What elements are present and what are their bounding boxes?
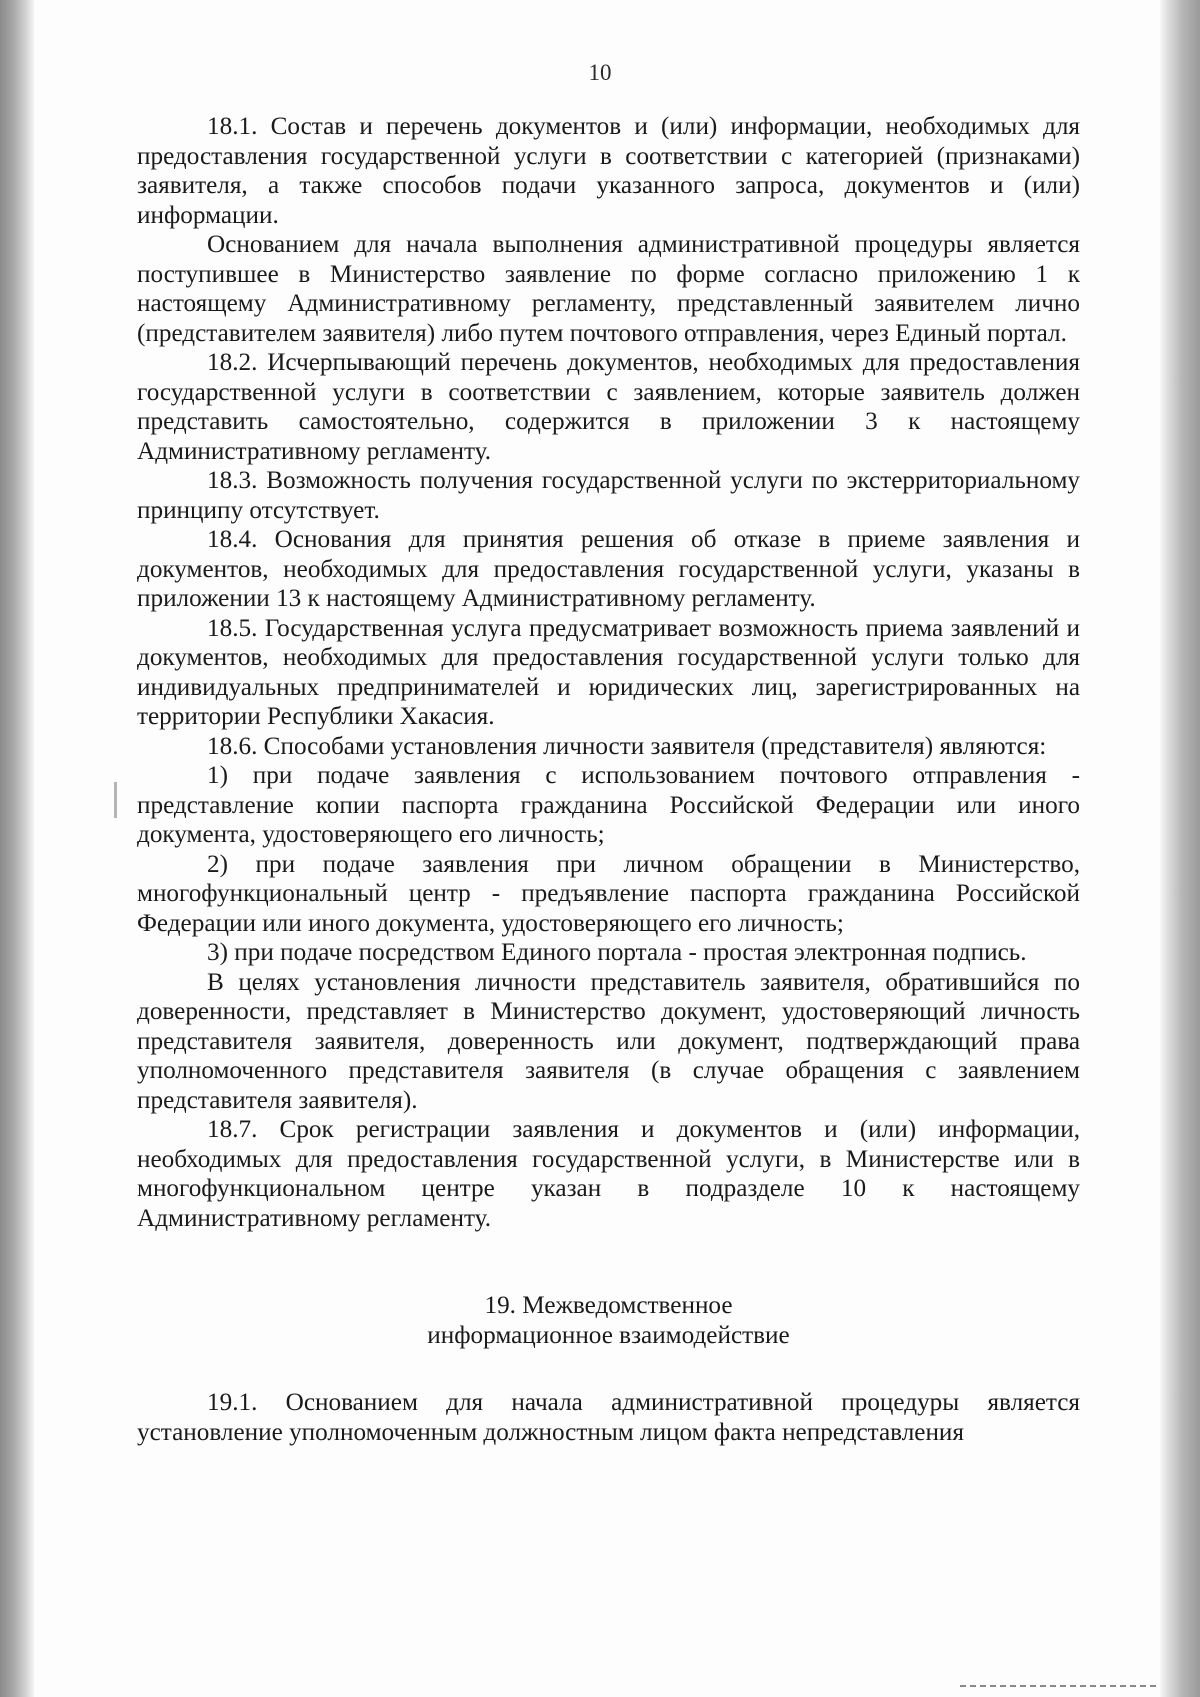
page-number: 10 xyxy=(588,60,612,85)
paragraph-basis: Основанием для начала выполнения административной процедуры является поступившее в Министерство заявление по форме согласно приложению 1 к настоящему Административному регламенту, представленный заявителем лично (представителем заявителя) либо путем почтового отправления, через Единый портал. xyxy=(137,231,1080,347)
document-body xyxy=(137,112,1080,1447)
scanner-shadow-left xyxy=(0,0,34,1697)
section-heading-line-1: 19. Межведомственное xyxy=(484,1292,733,1319)
section-heading-19 xyxy=(137,1291,1080,1350)
paragraph-18-4: 18.4. Основания для принятия решения об отказе в приеме заявления и документов, необходимых для предоставления государственной услуги, указаны в приложении 13 к настоящему Административному регламенту. xyxy=(137,526,1080,612)
paragraph-representative: В целях установления личности представитель заявителя, обратившийся по доверенности, представляет в Министерство документ, удостоверяющий личность представителя заявителя, доверенность или документ, подтверждающий права уполномоченного представителя заявителя (в случае обращения с заявлением представителя заявителя). xyxy=(137,968,1080,1114)
paragraph-18-1: 18.1. Состав и перечень документов и (или) информации, необходимых для предоставления государственной услуги в соответствии с категорией (признаками) заявителя, а также способов подачи указанного запроса, документов и (или) информации. xyxy=(137,113,1080,229)
list-item-3: 3) при подаче посредством Единого портала - простая электронная подпись. xyxy=(207,939,1027,966)
paragraph-19-1: 19.1. Основанием для начала административной процедуры является установление уполномоченным должностным лицом факта непредставления xyxy=(137,1389,1080,1446)
paragraph-18-5: 18.5. Государственная услуга предусматривает возможность приема заявлений и документов, необходимых для предоставления государственной услуги только для индивидуальных предпринимателей и юридических лиц, зарегистрированных на территории Республики Хакасия. xyxy=(137,614,1080,730)
scan-bottom-mark xyxy=(960,1685,1160,1687)
list-item-2: 2) при подаче заявления при личном обращении в Министерство, многофункциональный центр - предъявление паспорта гражданина Российской Федерации или иного документа, удостоверяющего его личность; xyxy=(137,850,1080,937)
paragraph-18-6: 18.6. Способами установления личности заявителя (представителя) являются: xyxy=(207,732,1047,760)
paragraph-18-2: 18.2. Исчерпывающий перечень документов, необходимых для предоставления государственной услуги в соответствии с заявлением, которые заявитель должен представить самостоятельно, содержится в приложении 3 к настоящему Административному регламенту. xyxy=(137,349,1080,465)
scan-margin-mark xyxy=(114,782,117,818)
scanner-shadow-right xyxy=(1160,0,1200,1697)
paragraph-18-3: 18.3. Возможность получения государственной услуги по экстерриториальному принципу отсутствует. xyxy=(137,467,1080,524)
list-item-1: 1) при подаче заявления с использованием почтового отправления - представление копии паспорта гражданина Российской Федерации или иного документа, удостоверяющего его личность; xyxy=(137,762,1080,848)
section-heading-line-2: информационное взаимодействие xyxy=(427,1321,790,1349)
paragraph-18-7: 18.7. Срок регистрации заявления и документов и (или) информации, необходимых для предоставления государственной услуги, в Министерстве или в многофункциональном центре указан в подразделе 10 к настоящему Административному регламенту. xyxy=(137,1116,1080,1232)
